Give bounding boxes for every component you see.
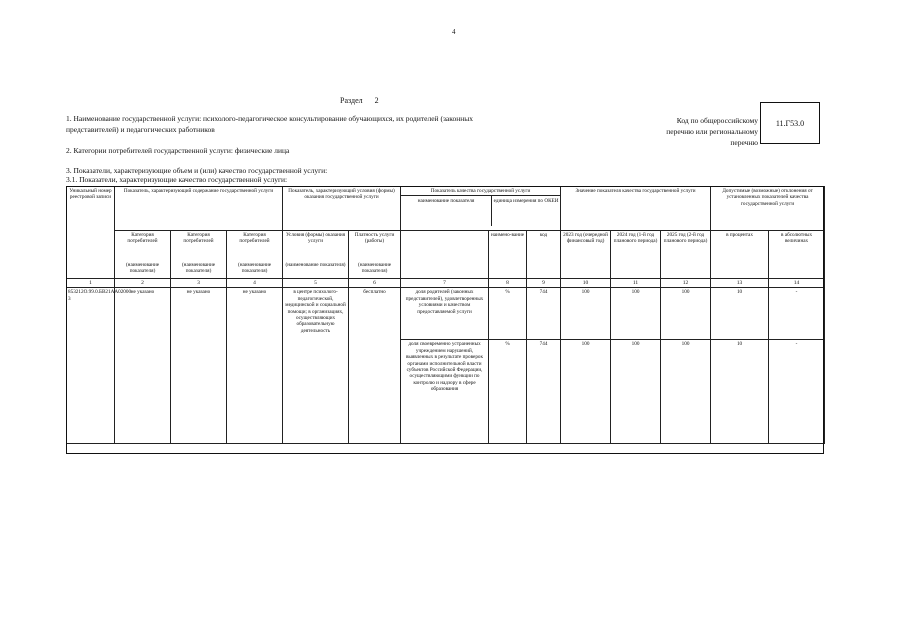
col-number: 13 xyxy=(711,279,769,288)
col-number: 11 xyxy=(611,279,661,288)
value-2025: 100 xyxy=(661,340,711,444)
code-label xyxy=(666,115,758,148)
header-indicator-name: наименование показателя xyxy=(401,196,492,226)
header-quality-group xyxy=(401,187,561,231)
header-pname-4: (наименование показателя) xyxy=(283,261,349,279)
category-3-value: не указано xyxy=(227,288,283,444)
header-value: Значение показателя качества государственной услуги xyxy=(561,187,711,231)
header-payment: Платность услуги (работы) xyxy=(349,231,401,261)
header-2023: 2023 год (очередной финансовый год) xyxy=(561,231,611,279)
header-category-3: Категория потребителей xyxy=(227,231,283,261)
header-percent: в процентах xyxy=(711,231,769,279)
indicators-title: 3. Показатели, характеризующие объем и (или) качество государственной услуги: xyxy=(66,166,328,175)
value-2023: 100 xyxy=(561,288,611,340)
col-number: 2 xyxy=(115,279,171,288)
indicator-name: доля родителей (законных представителей), удовлетворенных условиями и качеством предоставляемой услуги xyxy=(401,288,489,340)
section-label: Раздел xyxy=(340,96,363,105)
code-label-line1: Код по общероссийскому xyxy=(676,116,758,125)
section-heading xyxy=(340,96,379,105)
col-number: 9 xyxy=(527,279,561,288)
header-conditions-form: Условия (формы) оказания услуги xyxy=(283,231,349,261)
header-absolute: в абсолютных величинах xyxy=(769,231,825,279)
col-number: 12 xyxy=(661,279,711,288)
header-pname-3: (наименование показателя) xyxy=(227,261,283,279)
quality-title: 3.1. Показатели, характеризующие качество государственной услуги: xyxy=(66,175,288,184)
col-number: 3 xyxy=(171,279,227,288)
col-number: 4 xyxy=(227,279,283,288)
header-pname-5: (наименование показателя) xyxy=(349,261,401,279)
deviation-absolute: - xyxy=(769,288,825,340)
header-unit-code: код xyxy=(527,231,561,279)
header-unit-name: наимено-вание xyxy=(489,231,527,279)
value-2023: 100 xyxy=(561,340,611,444)
col-number: 1 xyxy=(67,279,115,288)
deviation-percent: 10 xyxy=(711,288,769,340)
unit-code: 744 xyxy=(527,340,561,444)
code-value: 11.Г53.0 xyxy=(775,118,805,128)
category-1-value: не указано xyxy=(115,288,171,444)
header-unit: единица измерения по ОКЕИ xyxy=(493,198,559,205)
page-number: 4 xyxy=(452,28,456,36)
code-label-line2: перечню или региональному xyxy=(666,127,758,136)
header-2024: 2024 год (1-й год планового периода) xyxy=(611,231,661,279)
section-number: 2 xyxy=(374,96,379,105)
indicator-name: доля своевременно устраненных учреждением нарушений, выявленных в результате проверок органами исполнительной власти субъектов Российской Федерации, осуществляющими функции по контролю и надзору в сфере образования xyxy=(401,340,489,444)
header-quality: Показатель качества государственной услуги xyxy=(401,187,560,196)
value-2024: 100 xyxy=(611,288,661,340)
unit-code: 744 xyxy=(527,288,561,340)
payment-value: бесплатно xyxy=(349,288,401,444)
header-unique-number: Уникальный номер реестровой записи xyxy=(67,187,115,279)
unit-name: % xyxy=(489,288,527,340)
table-row xyxy=(67,288,825,340)
col-number: 7 xyxy=(401,279,489,288)
header-category-2: Категория потребителей xyxy=(171,231,227,261)
deviation-absolute: - xyxy=(769,340,825,444)
code-label-line3: перечню xyxy=(730,138,758,147)
value-2024: 100 xyxy=(611,340,661,444)
header-content: Показатель, характеризующий содержание государственной услуги xyxy=(115,187,283,231)
consumers-line: 2. Категории потребителей государственной услуги: физические лица xyxy=(66,146,290,155)
col-number: 5 xyxy=(283,279,349,288)
code-value-box xyxy=(760,102,820,144)
deviation-percent: 10 xyxy=(711,340,769,444)
category-2-value: не указано xyxy=(171,288,227,444)
header-indicator-name-cont xyxy=(401,231,489,279)
header-pname-2: (наименование показателя) xyxy=(171,261,227,279)
header-deviation: Допустимые (возможные) отклонения от установленных показателей качества государственной услуги xyxy=(711,187,825,231)
column-numbers-row xyxy=(67,279,825,288)
header-2025: 2025 год (2-й год планового периода) xyxy=(661,231,711,279)
registry-number: 853212О.99.0.БВ21АА02000 3 xyxy=(67,288,115,444)
header-conditions: Показатель, характеризующий условия (формы) оказания государственной услуги xyxy=(283,187,401,231)
header-pname-1: (наименование показателя) xyxy=(115,261,171,279)
col-number: 8 xyxy=(489,279,527,288)
value-2025: 100 xyxy=(661,288,711,340)
col-number: 14 xyxy=(769,279,825,288)
conditions-value: в центре психолого-педагогической, медицинской и социальной помощи; в организациях, осуществляющих образовательную деятельность xyxy=(283,288,349,444)
col-number: 6 xyxy=(349,279,401,288)
unit-name: % xyxy=(489,340,527,444)
service-name-line1: 1. Наименование государственной услуги: психолого-педагогическое консультирование обучающихся, их родителей (законных xyxy=(66,114,474,123)
service-name-line2: представителей) и педагогических работников xyxy=(66,125,215,134)
col-number: 10 xyxy=(561,279,611,288)
header-category-1: Категория потребителей xyxy=(115,231,171,261)
quality-table xyxy=(66,186,825,444)
